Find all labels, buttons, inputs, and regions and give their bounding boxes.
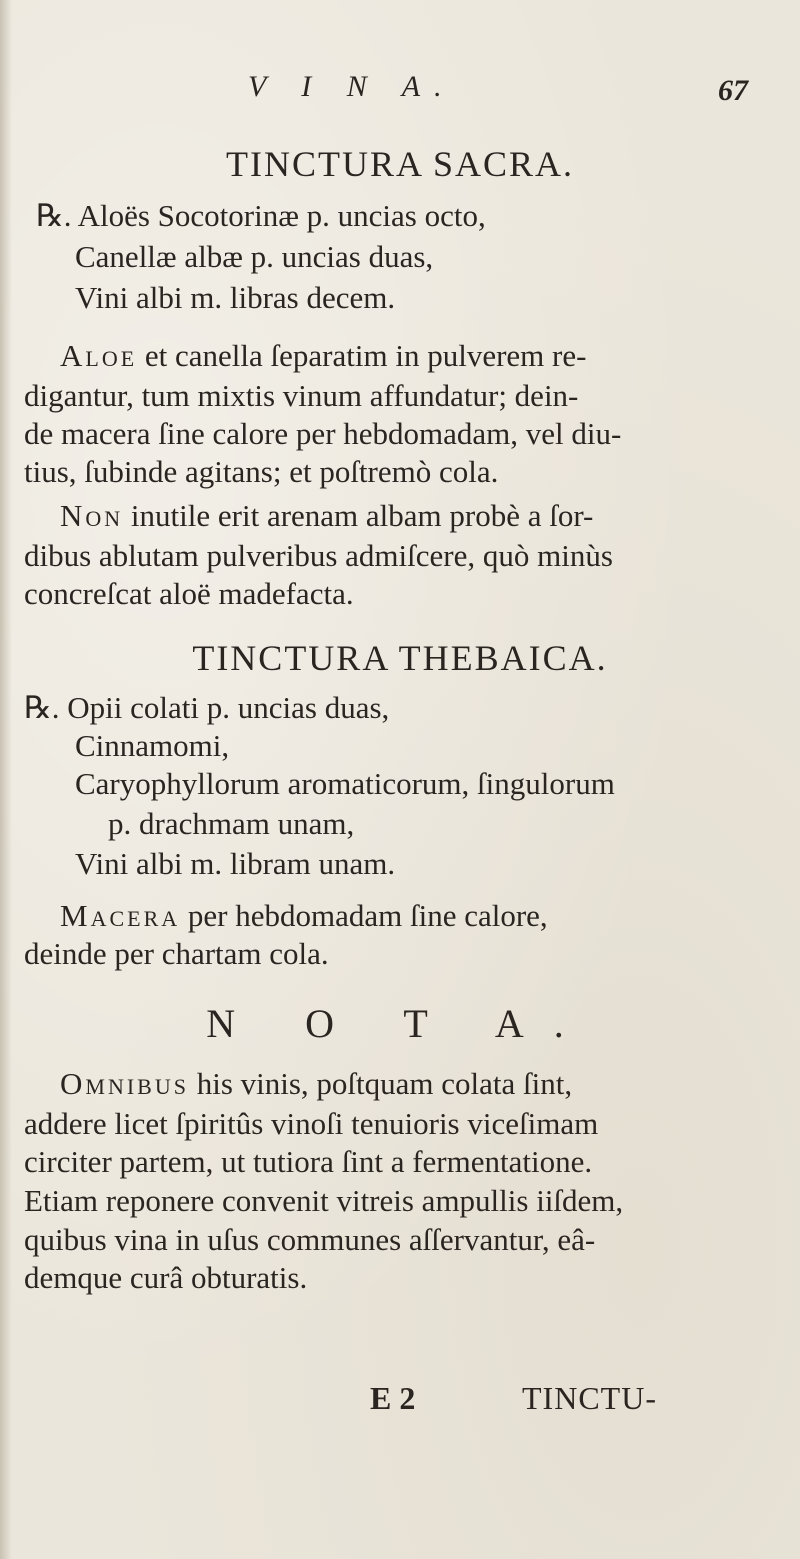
recipe-line: ℞. Aloës Socotorinæ p. uncias octo,: [36, 198, 486, 233]
paragraph-text: et canella ſeparatim in pulverem re-: [144, 338, 587, 373]
paragraph-line: tius, ſubinde agitans; et poſtremò cola.: [24, 454, 499, 489]
recipe-line: Caryophyllorum aromaticorum, ſingulorum: [75, 766, 615, 801]
recipe-line: Vini albi m. libras decem.: [75, 280, 396, 315]
paragraph-text: inutile erit arenam albam probè a ſor-: [130, 498, 594, 533]
running-head: V I N A.: [248, 70, 456, 103]
recipe-line: ℞. Opii colati p. uncias duas,: [24, 690, 390, 725]
paragraph-line: concreſcat aloë madefacta.: [24, 576, 354, 611]
paragraph-line: de macera ſine calore per hebdomadam, vel diu-: [24, 416, 622, 451]
paragraph-line: [60, 500, 593, 531]
paragraph-text: his vinis, poſtquam colata ſint,: [196, 1066, 573, 1101]
paragraph-line: [60, 1068, 572, 1099]
paragraph-line: [60, 900, 548, 931]
paragraph-line: [60, 340, 586, 371]
signature-mark: E 2: [370, 1380, 416, 1416]
page-number: 67: [718, 74, 748, 107]
paragraph-line: circiter partem, ut tutiora ſint a fermentatione.: [24, 1144, 593, 1179]
recipe-line: Vini albi m. libram unam.: [75, 846, 396, 881]
page-header: [0, 70, 800, 110]
recipe-line: Cinnamomi,: [75, 728, 230, 763]
section-title-tinctura-sacra: TINCTURA SACRA.: [225, 144, 575, 184]
recipe-line: p. drachmam unam,: [108, 806, 355, 841]
paragraph-line: dibus ablutam pulveribus admiſcere, quò minùs: [24, 538, 613, 573]
paragraph-line: addere licet ſpiritûs vinoſi tenuioris viceſimam: [24, 1106, 599, 1141]
paragraph-line: deinde per chartam cola.: [24, 936, 329, 971]
page-gutter-shadow: [0, 0, 12, 1559]
paragraph-lead-word: Non: [60, 498, 124, 533]
paragraph-lead-word: Omnibus: [60, 1066, 189, 1101]
paragraph-lead-word: Aloe: [60, 338, 138, 373]
paragraph-lead-word: Macera: [60, 898, 181, 933]
recipe-line: Canellæ albæ p. uncias duas,: [75, 239, 434, 274]
paragraph-line: quibus vina in uſus communes aſſervantur, eâ-: [24, 1222, 596, 1257]
paragraph-line: demque curâ obturatis.: [24, 1260, 308, 1295]
page-footer: [0, 1380, 800, 1420]
paragraph-text: per hebdomadam ſine calore,: [187, 898, 548, 933]
paragraph-line: digantur, tum mixtis vinum affundatur; dein-: [24, 378, 579, 413]
paragraph-line: Etiam reponere convenit vitreis ampullis iiſdem,: [24, 1183, 624, 1218]
section-title-nota: N O T A.: [206, 1001, 594, 1046]
section-title-tinctura-thebaica: TINCTURA THEBAICA.: [192, 638, 608, 678]
catchword: TINCTU-: [522, 1380, 657, 1416]
